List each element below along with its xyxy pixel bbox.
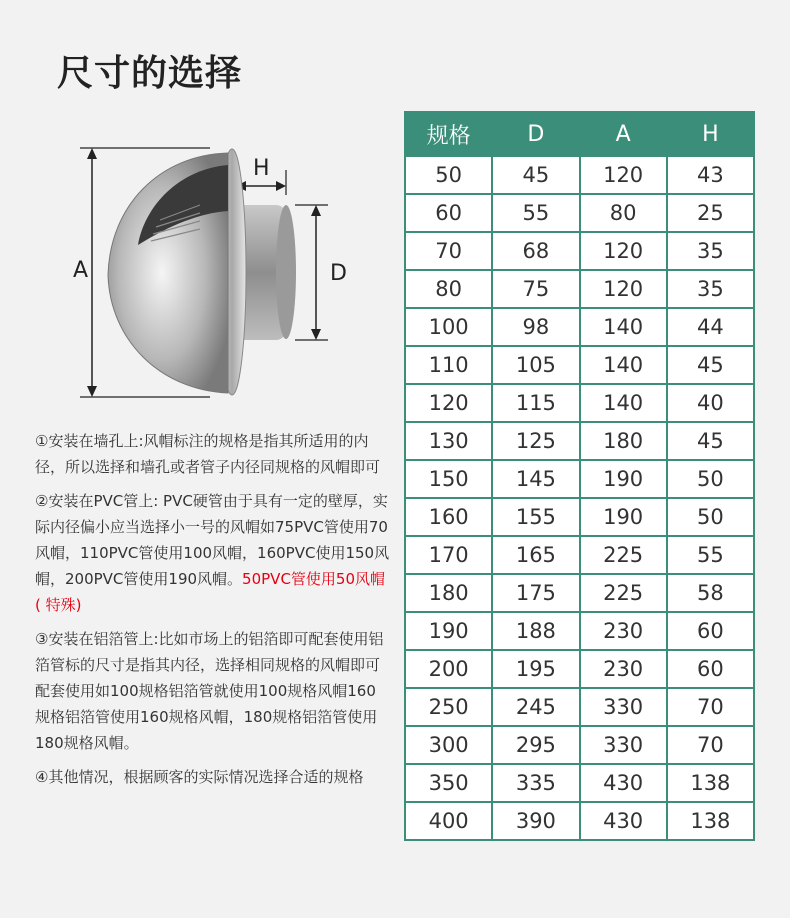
table-cell: 98 [492, 308, 579, 346]
table-cell: 35 [667, 270, 754, 308]
table-cell: 50 [405, 156, 492, 194]
table-cell: 140 [580, 308, 667, 346]
table-cell: 190 [405, 612, 492, 650]
table-row [405, 270, 754, 308]
table-cell: 43 [667, 156, 754, 194]
table-cell: 180 [405, 574, 492, 612]
table-cell: 120 [580, 156, 667, 194]
table-cell: 175 [492, 574, 579, 612]
table-cell: 330 [580, 688, 667, 726]
table-cell: 80 [580, 194, 667, 232]
table-cell: 60 [405, 194, 492, 232]
table-row [405, 460, 754, 498]
table-cell: 245 [492, 688, 579, 726]
table-cell: 165 [492, 536, 579, 574]
table-body [405, 156, 754, 840]
table-cell: 70 [667, 688, 754, 726]
table-cell: 250 [405, 688, 492, 726]
col-header-h: H [667, 112, 754, 156]
table-cell: 120 [405, 384, 492, 422]
table-cell: 55 [492, 194, 579, 232]
table-cell: 100 [405, 308, 492, 346]
table-row [405, 574, 754, 612]
table-cell: 430 [580, 764, 667, 802]
table-cell: 105 [492, 346, 579, 384]
table-cell: 200 [405, 650, 492, 688]
table-cell: 25 [667, 194, 754, 232]
table-cell: 188 [492, 612, 579, 650]
note-other: ④其他情况，根据顾客的实际情况选择合适的规格 [35, 768, 364, 786]
table-cell: 160 [405, 498, 492, 536]
table-row [405, 726, 754, 764]
selection-notes [35, 428, 390, 798]
table-cell: 138 [667, 764, 754, 802]
table-header-row [405, 112, 754, 156]
table-cell: 110 [405, 346, 492, 384]
table-row [405, 346, 754, 384]
table-cell: 80 [405, 270, 492, 308]
note-wall-hole: ①安装在墙孔上:风帽标注的规格是指其所适用的内径，所以选择和墙孔或者管子内径同规格的风帽即可 [35, 432, 381, 476]
size-spec-table [404, 111, 755, 841]
table-row [405, 802, 754, 840]
table-cell: 225 [580, 536, 667, 574]
note-pvc-pipe: ②安装在PVC管上: PVC硬管由于具有一定的壁厚，实际内径偏小应当选择小一号的风帽如75PVC管使用70风帽，110PVC管使用100风帽，160PVC使用150风帽，200PVC管使用190风帽。50PVC管使用50风帽( 特殊) [35, 492, 390, 614]
table-cell: 145 [492, 460, 579, 498]
table-cell: 58 [667, 574, 754, 612]
table-cell: 330 [580, 726, 667, 764]
table-cell: 45 [667, 422, 754, 460]
table-cell: 45 [667, 346, 754, 384]
table-cell: 430 [580, 802, 667, 840]
table-cell: 45 [492, 156, 579, 194]
table-cell: 390 [492, 802, 579, 840]
col-header-d: D [492, 112, 579, 156]
table-cell: 138 [667, 802, 754, 840]
table-cell: 150 [405, 460, 492, 498]
page-title: 尺寸的选择 [57, 53, 243, 94]
dimension-a-label: A [73, 258, 89, 283]
table-cell: 35 [667, 232, 754, 270]
table-cell: 50 [667, 498, 754, 536]
col-header-spec: 规格 [405, 112, 492, 156]
table-cell: 120 [580, 270, 667, 308]
dimension-h-label: H [253, 156, 270, 181]
table-row [405, 688, 754, 726]
table-cell: 75 [492, 270, 579, 308]
table-cell: 60 [667, 650, 754, 688]
table-cell: 170 [405, 536, 492, 574]
table-cell: 125 [492, 422, 579, 460]
table-row [405, 536, 754, 574]
table-cell: 120 [580, 232, 667, 270]
table-cell: 70 [667, 726, 754, 764]
table-row [405, 422, 754, 460]
table-cell: 180 [580, 422, 667, 460]
table-cell: 55 [667, 536, 754, 574]
table-cell: 140 [580, 384, 667, 422]
vent-cap-diagram [50, 135, 400, 415]
table-cell: 225 [580, 574, 667, 612]
table-cell: 140 [580, 346, 667, 384]
note-foil-duct: ③安装在铝箔管上:比如市场上的铝箔即可配套使用铝箔管标的尺寸是指其内径，选择相同规格的风帽即可配套使用如100规格铝箔管就使用100规格风帽160规格铝箔管使用160规格风帽，180规格铝箔管使用180规格风帽。 [35, 630, 384, 752]
table-cell: 400 [405, 802, 492, 840]
table-row [405, 612, 754, 650]
table-cell: 50 [667, 460, 754, 498]
table-cell: 40 [667, 384, 754, 422]
table-cell: 195 [492, 650, 579, 688]
table-row [405, 232, 754, 270]
table-cell: 335 [492, 764, 579, 802]
table-cell: 68 [492, 232, 579, 270]
table-row [405, 650, 754, 688]
table-cell: 130 [405, 422, 492, 460]
table-row [405, 156, 754, 194]
table-cell: 155 [492, 498, 579, 536]
table-row [405, 498, 754, 536]
table-cell: 230 [580, 650, 667, 688]
table-row [405, 308, 754, 346]
table-cell: 115 [492, 384, 579, 422]
table-cell: 230 [580, 612, 667, 650]
table-cell: 70 [405, 232, 492, 270]
table-row [405, 384, 754, 422]
table-cell: 60 [667, 612, 754, 650]
table-cell: 350 [405, 764, 492, 802]
table-cell: 190 [580, 460, 667, 498]
col-header-a: A [580, 112, 667, 156]
table-row [405, 194, 754, 232]
note-pvc-special: 50PVC管使用50风帽( 特殊) [35, 570, 386, 614]
dimension-d-label: D [330, 261, 347, 286]
table-cell: 190 [580, 498, 667, 536]
dimension-d [295, 205, 328, 340]
table-cell: 44 [667, 308, 754, 346]
table-cell: 300 [405, 726, 492, 764]
table-row [405, 764, 754, 802]
table-cell: 295 [492, 726, 579, 764]
